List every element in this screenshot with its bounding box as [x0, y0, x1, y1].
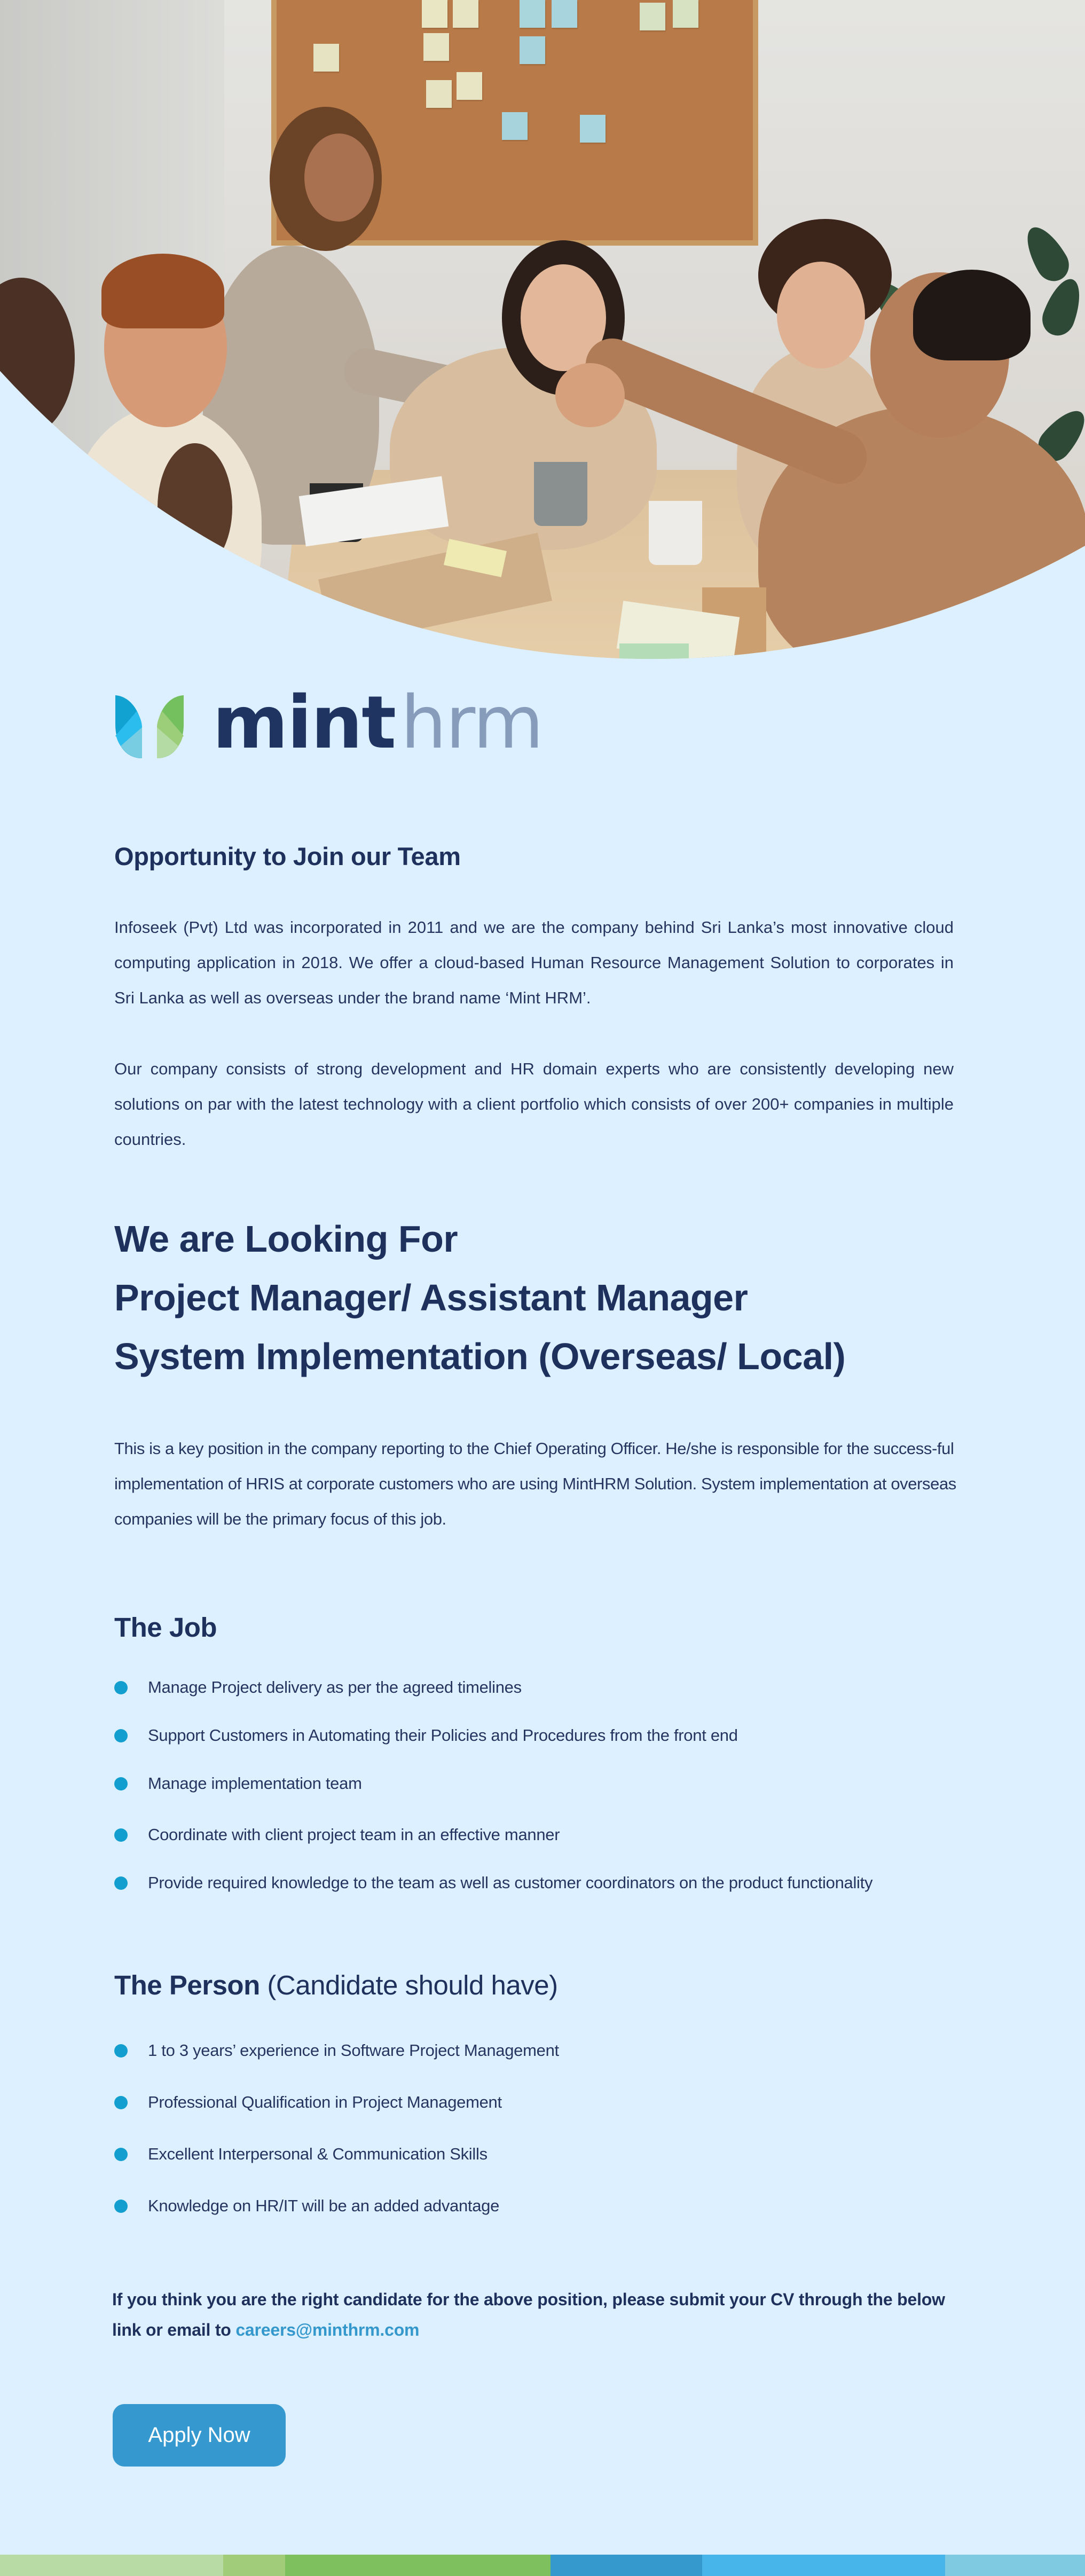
sticky-note: [313, 44, 339, 72]
footer-color-segment: [945, 2555, 1085, 2576]
position-description: This is a key position in the company reporting to the Chief Operating Officer. He/she is responsible for the success-ful implementation of HRIS at corporate customers who are using MintHRM Solution. System implementation at overseas companies will be the primary focus of this job.: [114, 1439, 956, 1528]
person-hair: [101, 254, 224, 328]
job-list-item: [114, 1727, 872, 1743]
person-list: [114, 2043, 559, 2250]
person-list-item: [114, 2146, 559, 2162]
bullet-icon: [114, 2096, 128, 2109]
mug: [649, 501, 702, 565]
job-list: [114, 1679, 872, 1923]
person-heading-regular: (Candidate should have): [267, 1970, 558, 2000]
position-title-line-1: We are Looking For: [114, 1218, 458, 1260]
job-heading: The Job: [114, 1612, 217, 1643]
job-list-item-text: Manage Project delivery as per the agreed timelines: [148, 1678, 522, 1697]
sticky-note: [457, 72, 482, 100]
sticky-note: [580, 115, 606, 143]
plant-leaf: [1037, 274, 1085, 340]
bullet-icon: [114, 1681, 128, 1694]
bullet-icon: [114, 2200, 128, 2213]
job-list-item-text: Manage implementation team: [148, 1774, 362, 1793]
job-list-item-text: Support Customers in Automating their Policies and Procedures from the front end: [148, 1726, 738, 1745]
hero-image-mask: [0, 0, 1085, 659]
person-list-item-text: Excellent Interpersonal & Communication Skills: [148, 2145, 488, 2163]
job-list-item: [114, 1776, 872, 1792]
person-list-item-text: Professional Qualification in Project Management: [148, 2093, 502, 2111]
footer-color-segment: [285, 2555, 551, 2576]
bullet-icon: [114, 1729, 128, 1742]
sticky-note: [520, 0, 545, 28]
position-title: [114, 1210, 845, 1386]
person-face: [304, 133, 374, 222]
position-title-line-3: System Implementation (Overseas/ Local): [114, 1336, 846, 1377]
footer-color-segment: [0, 2555, 223, 2576]
brand-wordmark-hrm: hrm: [400, 681, 543, 765]
leaf-logo-icon: [114, 695, 185, 759]
person-face: [777, 262, 865, 368]
cta-message: If you think you are the right candidate for the above position, please submit your CV through the below link or email to: [112, 2290, 945, 2339]
brand-wordmark: [213, 681, 543, 765]
sticky-note: [520, 36, 545, 64]
sticky-note: [640, 3, 665, 30]
mug: [534, 462, 587, 526]
person-list-item-text: 1 to 3 years’ experience in Software Project Management: [148, 2041, 559, 2060]
sticky-note: [422, 0, 447, 28]
footer-color-bar: [0, 2555, 1085, 2576]
footer-color-segment: [702, 2555, 945, 2576]
sticky-note: [423, 33, 449, 61]
position-title-line-2: Project Manager/ Assistant Manager: [114, 1277, 748, 1318]
job-list-item-text: Provide required knowledge to the team as well as customer coordinators on the product functionality: [148, 1873, 873, 1892]
bullet-icon: [114, 1828, 128, 1842]
hero-photo: [0, 0, 1085, 659]
bullet-icon: [114, 1777, 128, 1790]
sticky-note: [619, 643, 689, 659]
bullet-icon: [114, 1876, 128, 1890]
intro-paragraph-2: Our company consists of strong development and HR domain experts who are consistently developing new solutions on par with the latest technology with a client portfolio which consists of over 200+ companies in multiple countries.: [114, 1059, 954, 1149]
bullet-icon: [114, 2044, 128, 2057]
person-list-item: [114, 2094, 559, 2110]
sticky-note: [453, 0, 478, 28]
intro-heading: Opportunity to Join our Team: [114, 842, 461, 870]
handshake: [555, 363, 625, 427]
sticky-note: [552, 0, 577, 28]
person-list-item: [114, 2043, 559, 2059]
sticky-note: [426, 80, 452, 108]
hand: [158, 443, 232, 571]
job-list-item: [114, 1827, 872, 1843]
bullet-icon: [114, 2148, 128, 2161]
cta-text: [112, 2284, 945, 2345]
footer-color-segment: [223, 2555, 285, 2576]
footer-color-segment: [551, 2555, 702, 2576]
sticky-note: [673, 0, 698, 28]
person-list-item-text: Knowledge on HR/IT will be an added advantage: [148, 2196, 500, 2215]
job-list-item: [114, 1875, 872, 1891]
intro-paragraph-1: Infoseek (Pvt) Ltd was incorporated in 2011 and we are the company behind Sri Lanka’s most innovative cloud computing application in 2018. We offer a cloud-based Human Resource Management Solution to corporates in Sri Lanka as well as overseas under the brand name ‘Mint HRM’.: [114, 918, 954, 1007]
careers-email-link[interactable]: careers@minthrm.com: [235, 2320, 420, 2339]
person-heading: [114, 1969, 558, 2001]
brand-logo: [114, 681, 543, 765]
person-hair: [913, 270, 1031, 360]
apply-now-button[interactable]: Apply Now: [113, 2404, 286, 2467]
sticky-note: [502, 112, 528, 140]
plant-leaf: [1018, 220, 1075, 287]
brand-wordmark-mint: mint: [213, 681, 396, 765]
person-list-item: [114, 2198, 559, 2214]
job-list-item: [114, 1679, 872, 1695]
job-list-item-text: Coordinate with client project team in an effective manner: [148, 1825, 560, 1844]
person-heading-bold: The Person: [114, 1970, 260, 2000]
